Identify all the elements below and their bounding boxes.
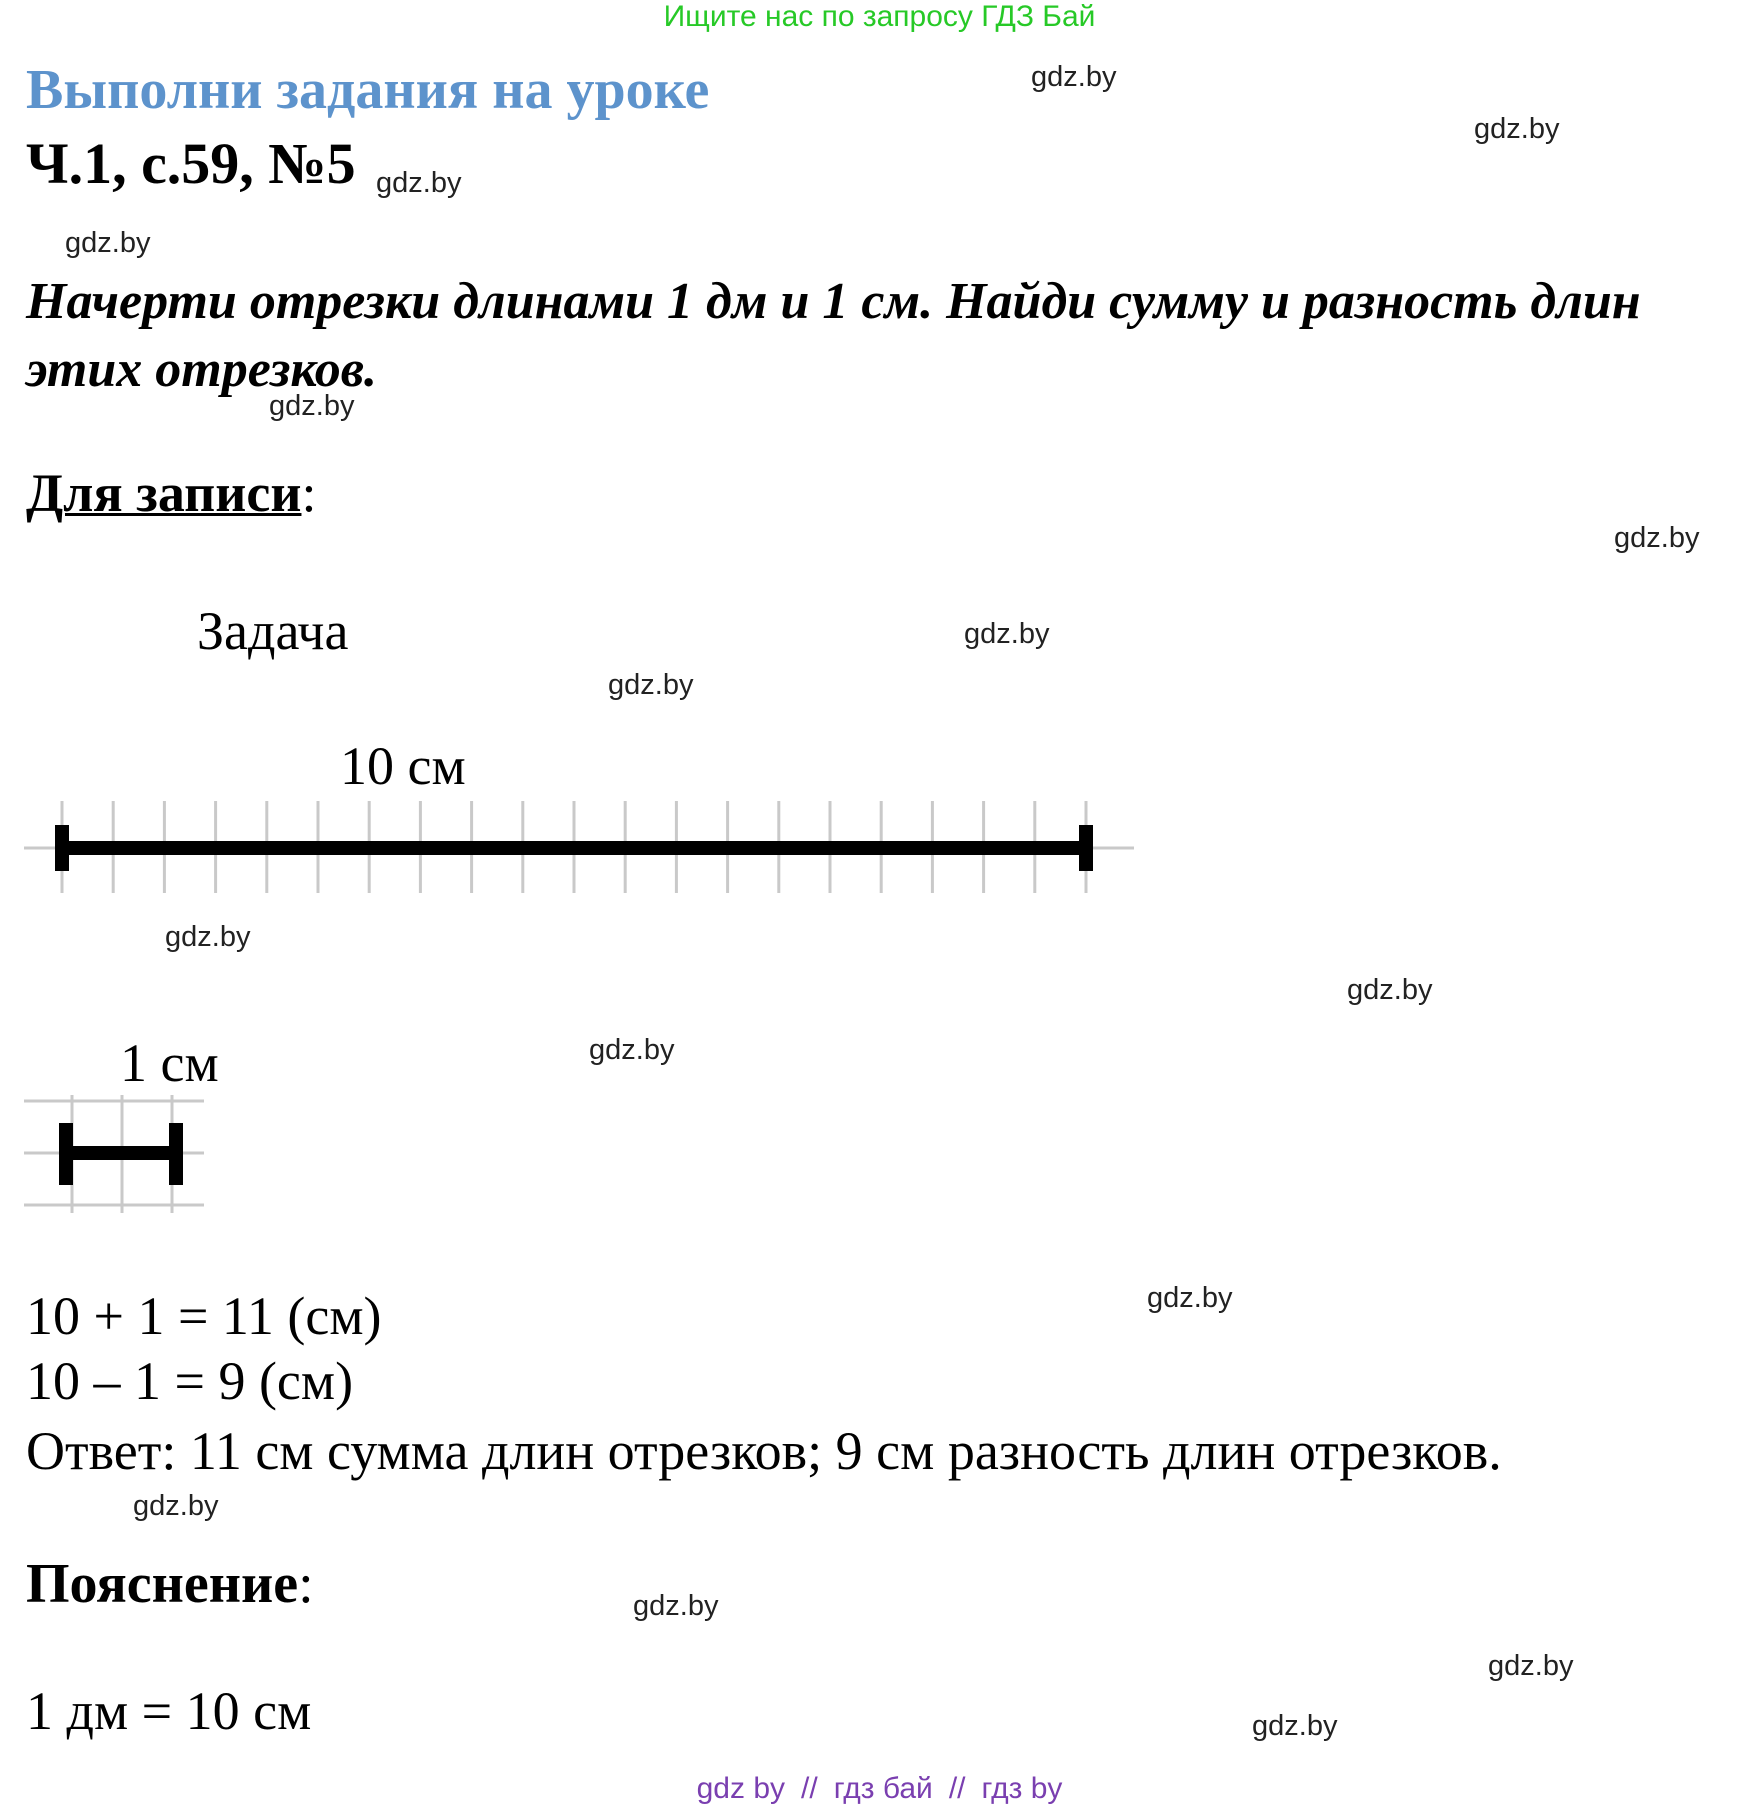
explanation-label-text: Пояснение	[26, 1553, 299, 1615]
segment-short-drawing	[24, 1095, 204, 1215]
watermark: gdz.by	[269, 390, 355, 422]
segment-long-drawing	[24, 795, 1134, 895]
top-banner: Ищите нас по запросу ГДЗ Бай	[663, 0, 1096, 33]
segment-short-label: 1 см	[120, 1033, 219, 1093]
watermark: gdz.by	[65, 227, 151, 259]
bottom-banner-item: gdz by	[696, 1772, 786, 1805]
watermark: gdz.by	[376, 167, 462, 199]
record-label-colon: :	[301, 463, 317, 523]
watermark: gdz.by	[1614, 522, 1700, 554]
watermark: gdz.by	[1252, 1710, 1338, 1742]
equation-sum: 10 + 1 = 11 (см)	[26, 1286, 382, 1346]
explanation-label	[26, 1552, 314, 1616]
section-heading: Выполни задания на уроке	[26, 59, 710, 121]
exercise-reference: Ч.1, с.59, №5	[26, 131, 356, 196]
watermark: gdz.by	[608, 669, 694, 701]
problem-label: Задача	[197, 601, 349, 661]
bottom-banner-item: гдз by	[981, 1772, 1063, 1805]
answer-text: Ответ: 11 см сумма длин отрезков; 9 см разность длин отрезков.	[26, 1421, 1502, 1481]
watermark: gdz.by	[1147, 1282, 1233, 1314]
bottom-banner	[0, 1772, 1759, 1806]
watermark: gdz.by	[1488, 1650, 1574, 1682]
bottom-banner-item: гдз бай	[833, 1772, 933, 1805]
segment-long-label: 10 см	[340, 736, 466, 796]
watermark: gdz.by	[964, 618, 1050, 650]
watermark: gdz.by	[1031, 61, 1117, 93]
explanation-label-colon: :	[298, 1553, 314, 1615]
task-text: Начерти отрезки длинами 1 дм и 1 см. Найди сумму и разность длин этих отрезков.	[26, 273, 1641, 398]
unit-conversion: 1 дм = 10 см	[26, 1681, 312, 1741]
watermark: gdz.by	[1474, 113, 1560, 145]
watermark: gdz.by	[589, 1034, 675, 1066]
bottom-banner-separator: //	[801, 1772, 818, 1805]
record-label-text: Для записи	[26, 463, 302, 523]
equation-difference: 10 – 1 = 9 (см)	[26, 1351, 354, 1411]
bottom-banner-separator: //	[948, 1772, 966, 1805]
watermark: gdz.by	[1347, 974, 1433, 1006]
watermark: gdz.by	[165, 921, 251, 953]
watermark: gdz.by	[133, 1490, 219, 1522]
record-label	[26, 462, 316, 524]
watermark: gdz.by	[633, 1590, 719, 1622]
